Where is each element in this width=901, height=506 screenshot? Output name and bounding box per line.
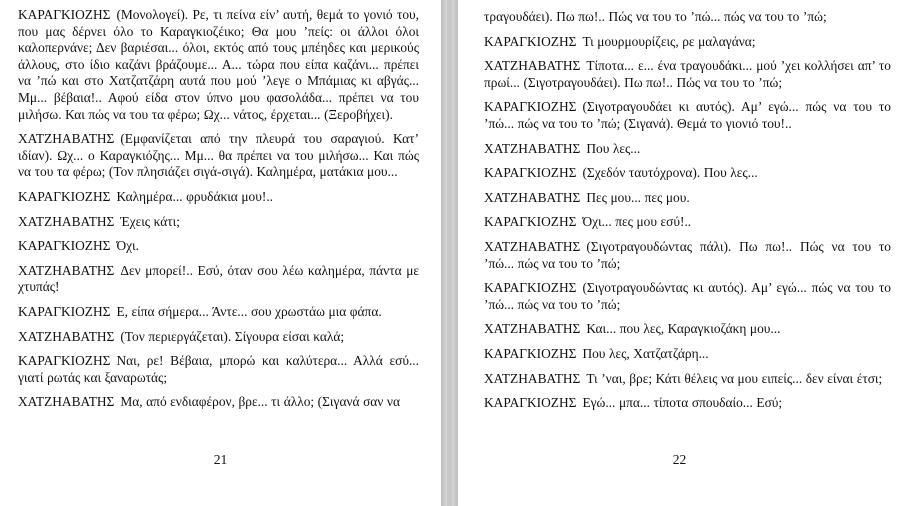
speaker-name: ΚΑΡΑΓΚΙΟΖΗΣ — [18, 188, 111, 204]
dialogue-text: Δεν μπορεί!.. Εσύ, όταν σου λέω καλημέρα, πάντα με χτυπάς! — [18, 262, 419, 295]
dialogue-text: Ναι, ρε! Βέβαια, μπορώ και καλύτερα... Αλλά εσύ... γιατί ρωτάς και ξαναρωτάς; — [18, 353, 419, 385]
dialogue-paragraph — [18, 263, 419, 296]
speaker-name: ΚΑΡΑΓΚΙΟΖΗΣ — [484, 165, 577, 181]
speaker-name: ΧΑΤΖΗΑΒΑΤΗΣ — [484, 58, 581, 74]
dialogue-text: Και... που λες, Καραγκιοζάκη μου... — [586, 321, 781, 337]
dialogue-paragraph — [484, 141, 891, 158]
dialogue-paragraph — [18, 189, 419, 206]
dialogue-paragraph — [484, 395, 891, 412]
right-page — [458, 0, 901, 506]
dialogue-text: Τι μουρμουρίζεις, ρε μαλαγάνα; — [582, 33, 756, 49]
dialogue-paragraph — [484, 346, 891, 363]
dialogue-text: Μα, από ενδιαφέρον, βρε... τι άλλο; (Σιγανά σαν να — [120, 394, 400, 410]
speaker-name: ΧΑΤΖΗΑΒΑΤΗΣ — [484, 370, 581, 386]
dialogue-text: Που λες... — [586, 140, 641, 156]
dialogue-paragraph — [484, 371, 891, 388]
dialogue-paragraph — [484, 190, 891, 207]
dialogue-text: (Σχεδόν ταυτόχρονα). Που λες... — [582, 165, 758, 181]
speaker-name: ΚΑΡΑΓΚΙΟΖΗΣ — [484, 33, 577, 49]
dialogue-paragraph — [484, 9, 891, 26]
speaker-name: ΚΑΡΑΓΚΙΟΖΗΣ — [484, 395, 577, 411]
dialogue-text: Τίποτα... ε... ένα τραγουδάκι... μού ’χει κολλήσει απ’ το πρωί... (Σιγοτραγουδάει). Πω πω!.. Πώς να του το ’πώ; — [484, 58, 891, 90]
dialogue-paragraph — [484, 34, 891, 51]
left-page — [0, 0, 441, 506]
dialogue-text: Έχεις κάτι; — [120, 213, 181, 229]
dialogue-text: (Σιγοτραγουδάει κι αυτός). Αμ’ εγώ... πώς να του το ’πώ... πώς να του το ’πώ; (Σιγανά). Θεμά το γιονιό του!.. — [484, 99, 891, 131]
dialogue-text: τραγουδάει). Πω πω!.. Πώς να του το ’πώ... πώς να του το ’πώ; — [484, 9, 827, 24]
dialogue-paragraph — [18, 214, 419, 231]
dialogue-paragraph — [484, 165, 891, 182]
speaker-name: ΚΑΡΑΓΚΙΟΖΗΣ — [484, 214, 577, 230]
dialogue-text: Καλημέρα... φρυδάκια μου!.. — [116, 188, 274, 204]
dialogue-text: (Τον περιεργάζεται). Σίγουρα είσαι καλά; — [120, 328, 345, 344]
dialogue-paragraph — [18, 304, 419, 321]
dialogue-paragraph — [484, 321, 891, 338]
left-page-body — [18, 7, 419, 411]
speaker-name: ΧΑΤΖΗΑΒΑΤΗΣ — [18, 131, 115, 147]
speaker-name: ΧΑΤΖΗΑΒΑΤΗΣ — [484, 140, 581, 156]
dialogue-text: (Σιγοτραγουδώντας κι αυτός). Αμ’ εγώ... πώς να του το ’πώ... πώς να του το ’πώ; — [484, 280, 891, 312]
speaker-name: ΚΑΡΑΓΚΙΟΖΗΣ — [18, 303, 111, 319]
speaker-name: ΧΑΤΖΗΑΒΑΤΗΣ — [18, 262, 115, 278]
right-page-body — [484, 9, 891, 412]
speaker-name: ΚΑΡΑΓΚΙΟΖΗΣ — [484, 280, 577, 296]
dialogue-paragraph — [18, 353, 419, 386]
page-number: 21 — [213, 452, 228, 467]
dialogue-text: Όχι. — [116, 238, 140, 254]
dialogue-paragraph — [484, 280, 891, 313]
page-gutter-left — [441, 0, 447, 506]
dialogue-text: Που λες, Χατζατζάρη... — [582, 345, 709, 361]
dialogue-paragraph — [18, 394, 419, 411]
dialogue-paragraph — [484, 214, 891, 231]
speaker-name: ΧΑΤΖΗΑΒΑΤΗΣ — [484, 238, 581, 254]
dialogue-paragraph — [484, 239, 891, 272]
dialogue-text: (Εμφανίζεται από την πλευρά του σαραγιού. Κατ’ ιδίαν). Ωχ... ο Καραγκιόζης... Μμ... θα πρέπει να του μιλήσω... Και πώς να του τα φέρω; (Τον πλησιάζει σιγά-σιγά). Καλημέρα, ματάκια μου... — [18, 131, 419, 180]
dialogue-paragraph — [484, 99, 891, 132]
speaker-name: ΧΑΤΖΗΑΒΑΤΗΣ — [18, 213, 115, 229]
dialogue-text: Όχι... πες μου εσύ!.. — [582, 214, 692, 230]
speaker-name: ΧΑΤΖΗΑΒΑΤΗΣ — [18, 328, 115, 344]
dialogue-text: Τι ’ναι, βρε; Κάτι θέλεις να μου ειπείς... δεν είναι έτσι; — [586, 370, 883, 386]
dialogue-text: Πες μου... πες μου. — [586, 189, 690, 205]
dialogue-paragraph — [18, 329, 419, 346]
dialogue-paragraph — [484, 58, 891, 91]
dialogue-text: (Σιγοτραγουδώντας πάλι). Πω πω!.. Πώς να του το ’πώ... πώς να του το ’πώ; — [484, 238, 891, 271]
speaker-name: ΧΑΤΖΗΑΒΑΤΗΣ — [18, 394, 115, 410]
speaker-name: ΚΑΡΑΓΚΙΟΖΗΣ — [484, 99, 577, 115]
speaker-name: ΚΑΡΑΓΚΙΟΖΗΣ — [18, 238, 111, 254]
dialogue-paragraph — [18, 7, 419, 123]
page-number: 22 — [672, 452, 687, 467]
speaker-name: ΧΑΤΖΗΑΒΑΤΗΣ — [484, 189, 581, 205]
speaker-name: ΚΑΡΑΓΚΙΟΖΗΣ — [18, 353, 111, 369]
dialogue-paragraph — [18, 131, 419, 181]
dialogue-text: (Μονολογεί). Ρε, τι πείνα είν’ αυτή, θεμά το γονιό του, που μας δέρνει όλο το Καραγκιοζέικο; Θα μου ’πείς: οι άλλοι όλοι καλοπερνάνε; Δεν βαριέσαι... όλοι, εκτός από τους μπέηδες και μερικούς άλλους, στο ίδιο καζάνι βράζουμε... Α... τώρα που είπα καζάνι... πρέπει να ’πώ και στο Χατζατζάρη αυτά που μού ’λεγε ο Μπάμιας κι αβγάς... Μμ... βέβαια!.. Αφού είδα στον ύπνο μου φασολάδα... πρέπει να του μιλήσω. Και πώς να του τα φέρω; Ωχ... νάτος, έρχεται... (Ξεροβήχει). — [18, 7, 419, 122]
speaker-name: ΧΑΤΖΗΑΒΑΤΗΣ — [484, 321, 581, 337]
speaker-name: ΚΑΡΑΓΚΙΟΖΗΣ — [484, 345, 577, 361]
dialogue-text: Ε, είπα σήμερα... Άντε... σου χρωστάω μια φάπα. — [116, 303, 382, 319]
dialogue-text: Εγώ... μπα... τίποτα σπουδαίο... Εσύ; — [582, 395, 783, 411]
speaker-name: ΚΑΡΑΓΚΙΟΖΗΣ — [18, 7, 111, 22]
dialogue-paragraph — [18, 238, 419, 255]
